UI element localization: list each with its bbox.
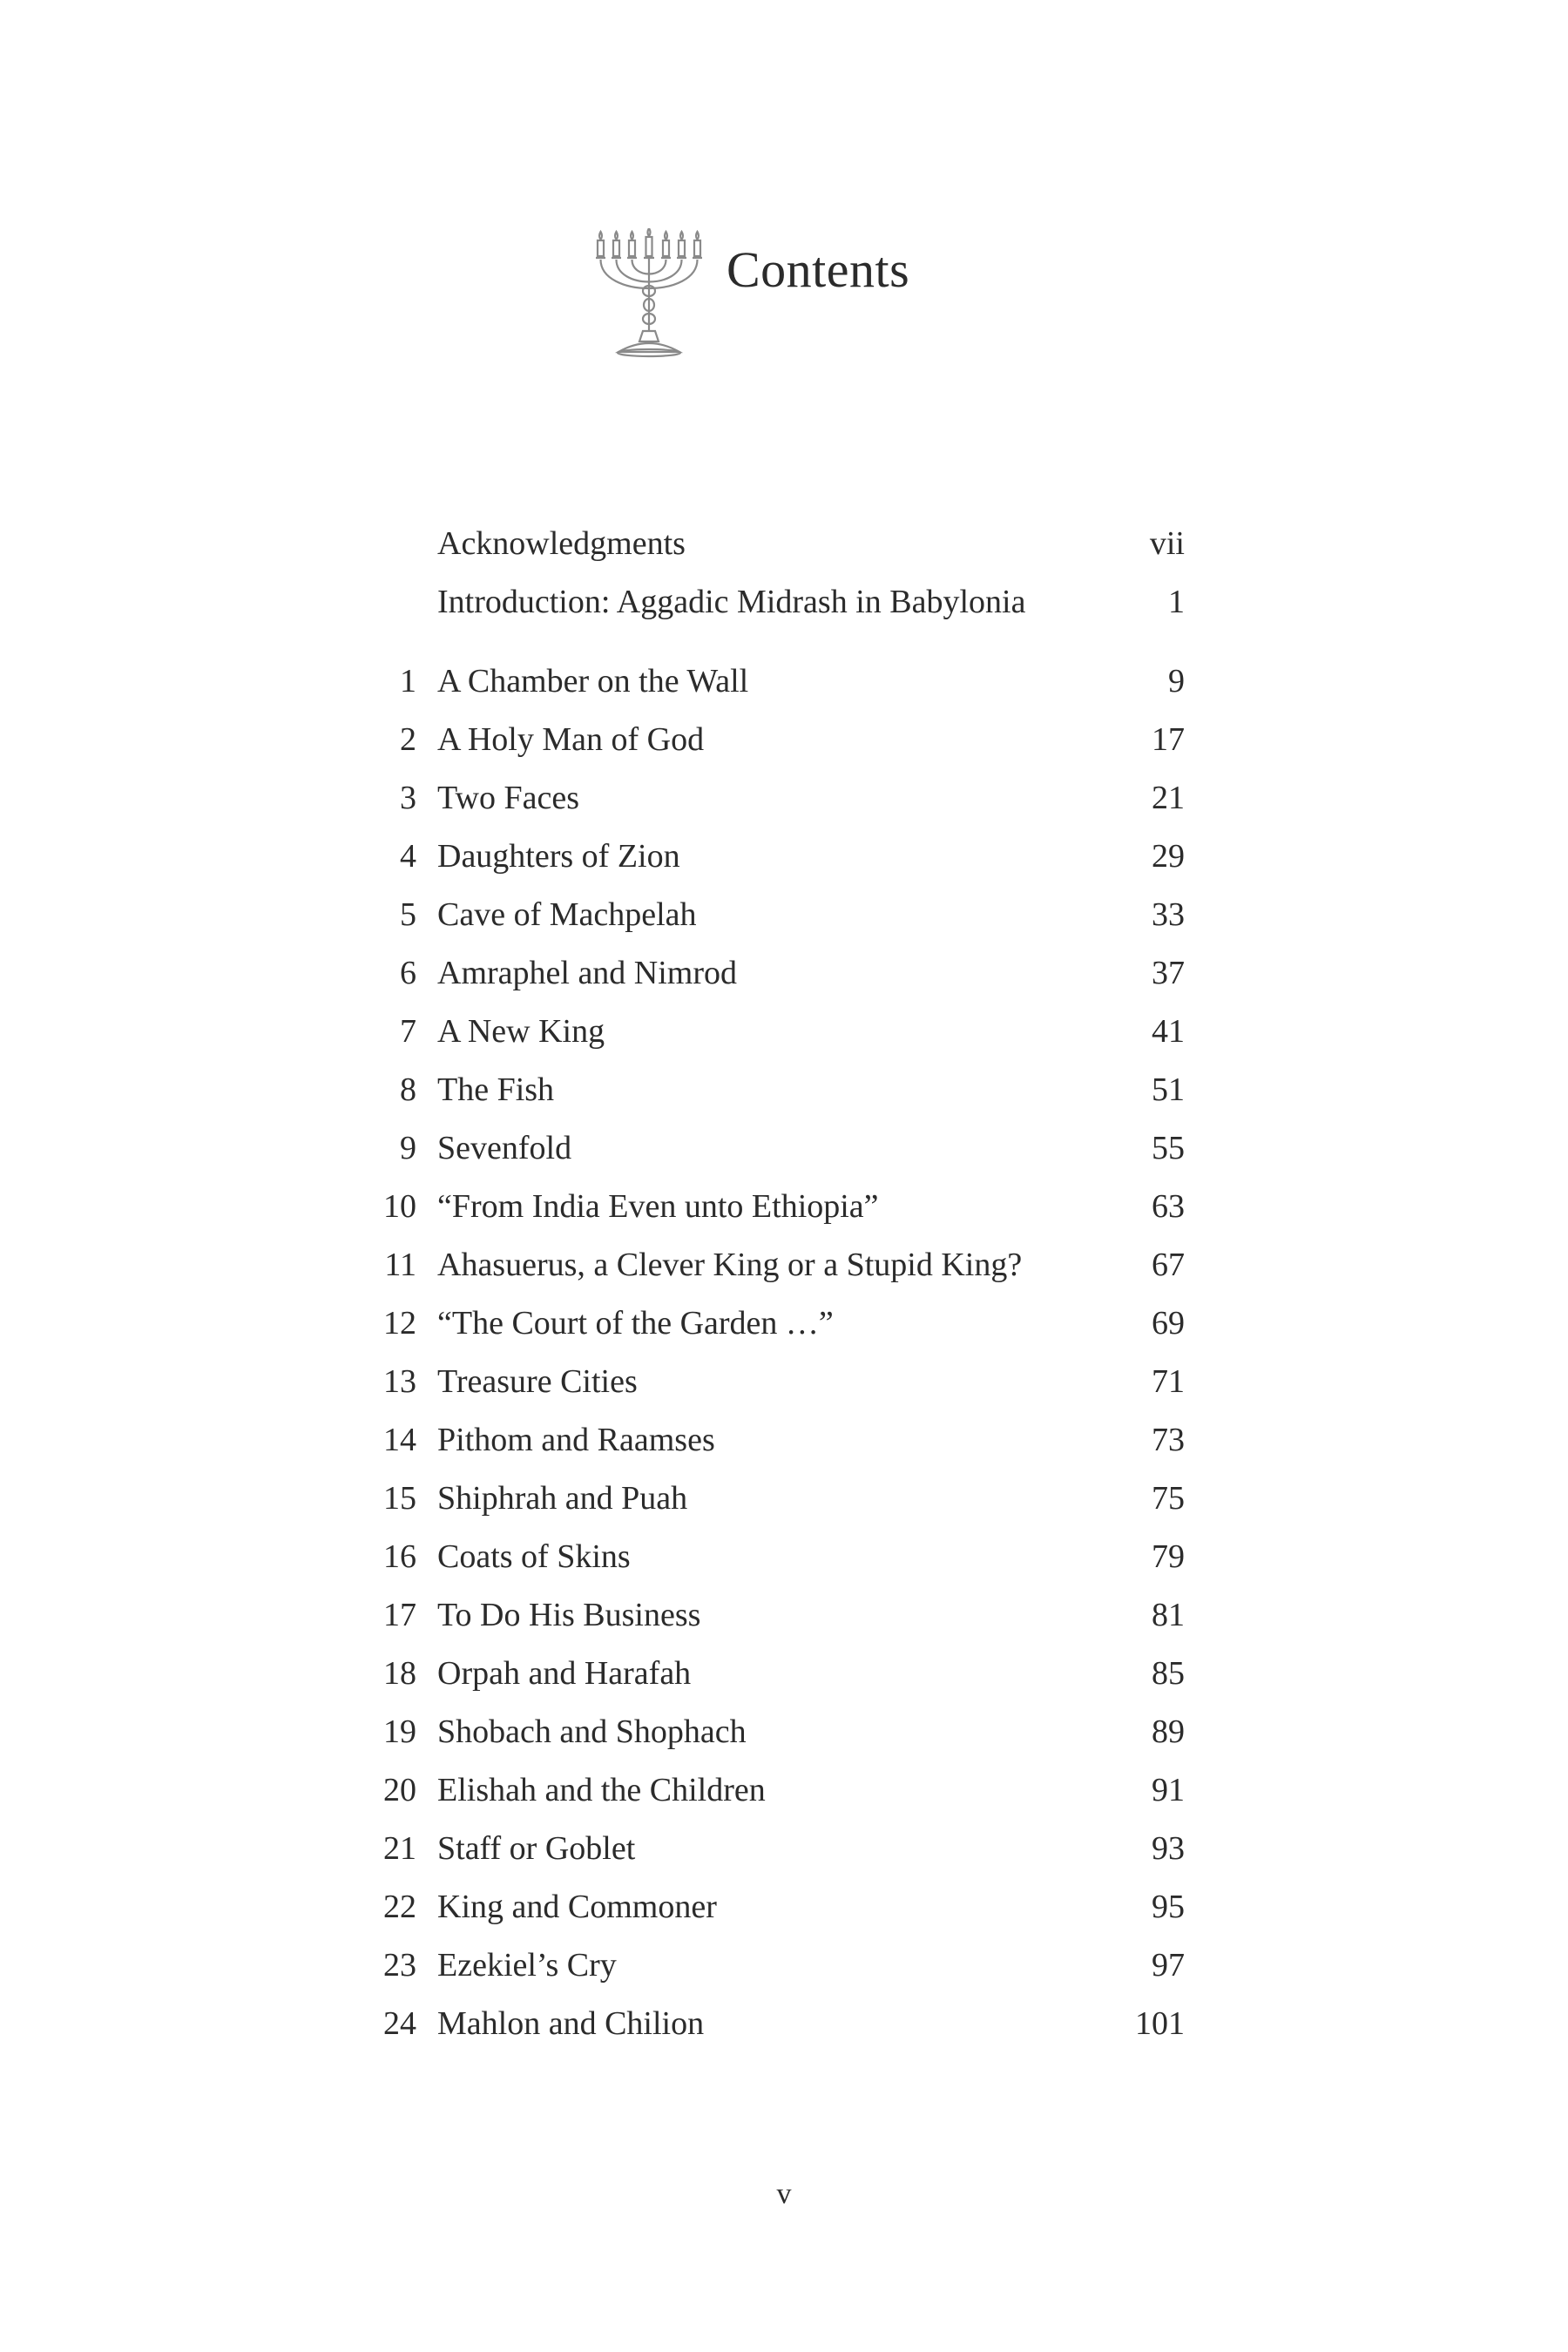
- toc-entry-chapter[interactable]: [366, 1177, 1185, 1235]
- chapter-page: 9: [1168, 662, 1185, 700]
- toc-entry-chapter[interactable]: [366, 1585, 1185, 1644]
- chapter-number: 7: [400, 1012, 416, 1050]
- toc-entry-chapter[interactable]: [366, 1877, 1185, 1936]
- chapter-number: 19: [383, 1713, 416, 1750]
- toc-entry-title: Acknowledgments: [437, 524, 686, 562]
- chapter-number: 5: [400, 896, 416, 933]
- chapter-page: 73: [1152, 1421, 1185, 1458]
- chapter-number: 12: [383, 1304, 416, 1342]
- chapter-title: “The Court of the Garden …”: [437, 1304, 834, 1342]
- toc-entry-page: 1: [1168, 583, 1185, 620]
- chapter-page: 97: [1152, 1946, 1185, 1984]
- chapter-page: 17: [1152, 720, 1185, 758]
- chapter-number: 2: [400, 720, 416, 758]
- chapter-number: 15: [383, 1479, 416, 1517]
- toc-entry-chapter[interactable]: [366, 1702, 1185, 1761]
- toc-entry-chapter[interactable]: [366, 652, 1185, 710]
- chapter-page: 67: [1152, 1246, 1185, 1283]
- chapter-page: 101: [1135, 2004, 1185, 2042]
- chapter-page: 37: [1152, 954, 1185, 991]
- toc-entry-acknowledgments[interactable]: [366, 514, 1185, 572]
- toc-entry-chapter[interactable]: [366, 710, 1185, 768]
- toc-entry-chapter[interactable]: [366, 1819, 1185, 1877]
- chapter-number: 21: [383, 1829, 416, 1867]
- chapter-title: Shiphrah and Puah: [437, 1479, 688, 1517]
- chapter-title: The Fish: [437, 1071, 555, 1108]
- menorah-icon: [592, 228, 706, 359]
- chapter-number: 14: [383, 1421, 416, 1458]
- chapter-number: 11: [384, 1246, 416, 1283]
- toc-entry-chapter[interactable]: [366, 1410, 1185, 1469]
- chapter-title: Cave of Machpelah: [437, 896, 697, 933]
- chapter-page: 71: [1152, 1362, 1185, 1400]
- chapter-title: Ezekiel’s Cry: [437, 1946, 617, 1984]
- chapter-title: A Holy Man of God: [437, 720, 705, 758]
- chapter-number: 23: [383, 1946, 416, 1984]
- toc-entry-chapter[interactable]: [366, 1119, 1185, 1177]
- toc-entry-chapter[interactable]: [366, 1644, 1185, 1702]
- toc-entry-introduction[interactable]: [366, 572, 1185, 631]
- table-of-contents: [366, 514, 1185, 2052]
- chapter-number: 16: [383, 1538, 416, 1575]
- chapter-page: 21: [1152, 779, 1185, 816]
- toc-entry-title: Introduction: Aggadic Midrash in Babylonia: [437, 583, 1026, 620]
- chapter-page: 75: [1152, 1479, 1185, 1517]
- chapter-page: 81: [1152, 1596, 1185, 1633]
- chapter-title: Treasure Cities: [437, 1362, 638, 1400]
- toc-entry-chapter[interactable]: [366, 827, 1185, 885]
- chapter-page: 93: [1152, 1829, 1185, 1867]
- toc-entry-chapter[interactable]: [366, 1352, 1185, 1410]
- chapter-page: 33: [1152, 896, 1185, 933]
- toc-entry-page: vii: [1149, 524, 1185, 562]
- toc-entry-chapter[interactable]: [366, 1936, 1185, 1994]
- toc-entry-chapter[interactable]: [366, 943, 1185, 1002]
- chapter-title: Two Faces: [437, 779, 580, 816]
- toc-entry-chapter[interactable]: [366, 1294, 1185, 1352]
- toc-entry-chapter[interactable]: [366, 1527, 1185, 1585]
- chapter-number: 24: [383, 2004, 416, 2042]
- chapter-number: 1: [400, 662, 416, 700]
- toc-entry-chapter[interactable]: [366, 1761, 1185, 1819]
- chapter-number: 8: [400, 1071, 416, 1108]
- chapter-page: 55: [1152, 1129, 1185, 1166]
- chapter-page: 63: [1152, 1187, 1185, 1225]
- toc-entry-chapter[interactable]: [366, 1469, 1185, 1527]
- chapter-page: 79: [1152, 1538, 1185, 1575]
- chapter-title: Sevenfold: [437, 1129, 572, 1166]
- page-number: v: [776, 2178, 792, 2210]
- toc-entry-chapter[interactable]: [366, 1994, 1185, 2052]
- chapter-title: A New King: [437, 1012, 605, 1050]
- chapter-number: 9: [400, 1129, 416, 1166]
- chapter-page: 95: [1152, 1888, 1185, 1925]
- chapter-number: 10: [383, 1187, 416, 1225]
- chapter-title: Shobach and Shophach: [437, 1713, 747, 1750]
- toc-entry-chapter[interactable]: [366, 1002, 1185, 1060]
- chapter-title: Amraphel and Nimrod: [437, 954, 738, 991]
- chapter-page: 29: [1152, 837, 1185, 875]
- chapter-page: 69: [1152, 1304, 1185, 1342]
- chapter-title: Ahasuerus, a Clever King or a Stupid King?: [437, 1246, 1023, 1283]
- toc-entry-chapter[interactable]: [366, 768, 1185, 827]
- chapter-number: 18: [383, 1654, 416, 1692]
- chapter-title: Mahlon and Chilion: [437, 2004, 705, 2042]
- chapter-title: Daughters of Zion: [437, 837, 680, 875]
- contents-header: [592, 228, 909, 359]
- chapter-title: Elishah and the Children: [437, 1771, 766, 1808]
- chapter-page: 89: [1152, 1713, 1185, 1750]
- chapter-page: 91: [1152, 1771, 1185, 1808]
- chapter-number: 22: [383, 1888, 416, 1925]
- chapter-page: 41: [1152, 1012, 1185, 1050]
- toc-entry-chapter[interactable]: [366, 1235, 1185, 1294]
- chapter-title: Orpah and Harafah: [437, 1654, 692, 1692]
- chapter-title: To Do His Business: [437, 1596, 701, 1633]
- chapter-page: 51: [1152, 1071, 1185, 1108]
- chapter-number: 17: [383, 1596, 416, 1633]
- chapter-title: “From India Even unto Ethiopia”: [437, 1187, 879, 1225]
- page-title: Contents: [727, 241, 910, 298]
- chapter-title: A Chamber on the Wall: [437, 662, 749, 700]
- chapter-number: 20: [383, 1771, 416, 1808]
- chapter-number: 4: [400, 837, 416, 875]
- chapter-number: 3: [400, 779, 416, 816]
- chapter-number: 13: [383, 1362, 416, 1400]
- toc-entry-chapter[interactable]: [366, 1060, 1185, 1119]
- chapter-title: Pithom and Raamses: [437, 1421, 715, 1458]
- chapter-title: Coats of Skins: [437, 1538, 631, 1575]
- chapter-title: Staff or Goblet: [437, 1829, 636, 1867]
- chapter-page: 85: [1152, 1654, 1185, 1692]
- toc-entry-chapter[interactable]: [366, 885, 1185, 943]
- chapter-number: 6: [400, 954, 416, 991]
- chapter-title: King and Commoner: [437, 1888, 717, 1925]
